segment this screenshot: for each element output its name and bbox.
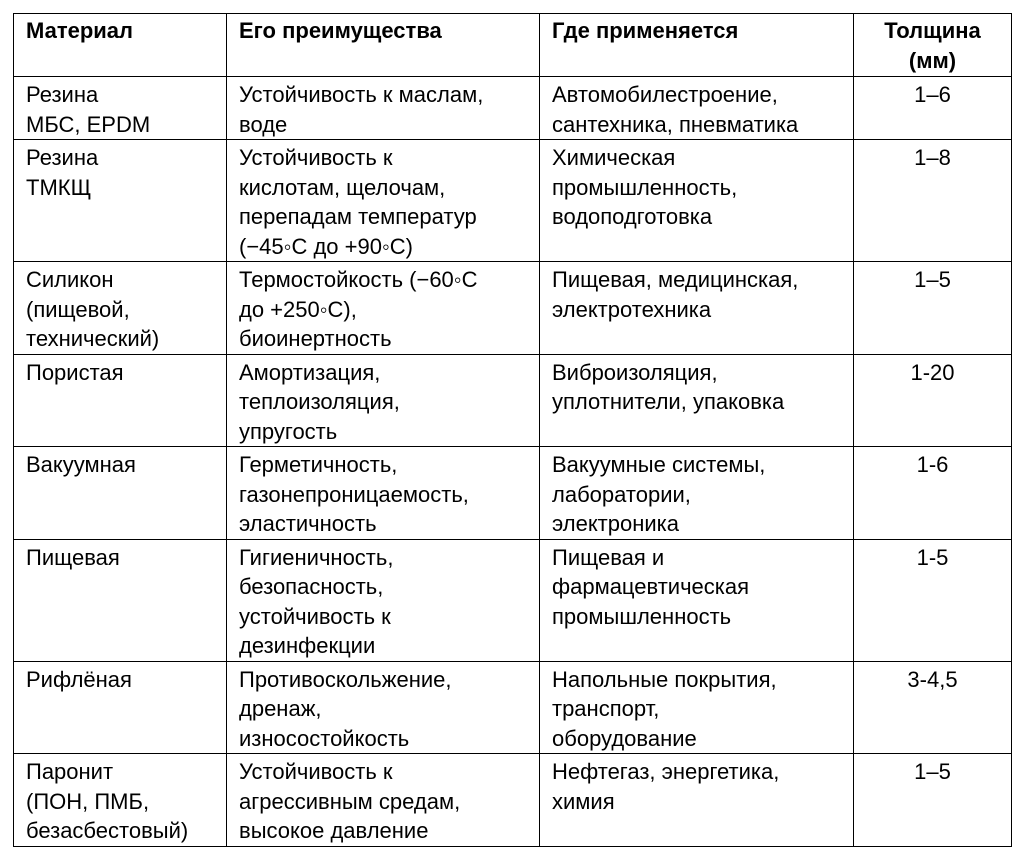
cell-thickness: 1-5 xyxy=(854,539,1012,661)
cell-advantages: Гигиеничность, безопасность, устойчивость к дезинфекции xyxy=(227,539,540,661)
cell-material: Пористая xyxy=(14,354,227,447)
cell-application: Пищевая и фармацевтическая промышленность xyxy=(540,539,854,661)
cell-advantages: Противоскольжение, дренаж, износостойкость xyxy=(227,661,540,754)
header-application: Где применяется xyxy=(540,14,854,77)
cell-material: Резина МБС, EPDM xyxy=(14,77,227,140)
cell-application: Вакуумные системы, лаборатории, электроника xyxy=(540,447,854,540)
cell-material: Пищевая xyxy=(14,539,227,661)
cell-advantages: Устойчивость к кислотам, щелочам, перепадам температур (−45◦С до +90◦С) xyxy=(227,140,540,262)
header-advantages: Его преимущества xyxy=(227,14,540,77)
cell-application: Напольные покрытия, транспорт, оборудование xyxy=(540,661,854,754)
cell-thickness: 1–6 xyxy=(854,77,1012,140)
cell-application: Автомобилестроение, сантехника, пневматика xyxy=(540,77,854,140)
cell-advantages: Термостойкость (−60◦С до +250◦С), биоинертность xyxy=(227,262,540,355)
cell-advantages: Устойчивость к маслам, воде xyxy=(227,77,540,140)
table-row xyxy=(14,661,1012,754)
cell-application: Нефтегаз, энергетика, химия xyxy=(540,754,854,847)
cell-application: Пищевая, медицинская, электротехника xyxy=(540,262,854,355)
cell-thickness: 1-6 xyxy=(854,447,1012,540)
cell-thickness: 3-4,5 xyxy=(854,661,1012,754)
table-row xyxy=(14,140,1012,262)
table-row xyxy=(14,754,1012,847)
table-row xyxy=(14,262,1012,355)
cell-advantages: Герметичность, газонепроницаемость, эластичность xyxy=(227,447,540,540)
cell-thickness: 1–8 xyxy=(854,140,1012,262)
cell-thickness: 1–5 xyxy=(854,262,1012,355)
cell-advantages: Устойчивость к агрессивным средам, высокое давление xyxy=(227,754,540,847)
cell-advantages: Амортизация, теплоизоляция, упругость xyxy=(227,354,540,447)
header-thickness: Толщина (мм) xyxy=(854,14,1012,77)
cell-material: Вакуумная xyxy=(14,447,227,540)
cell-material: Рифлёная xyxy=(14,661,227,754)
table-header-row xyxy=(14,14,1012,77)
table-row xyxy=(14,354,1012,447)
header-material: Материал xyxy=(14,14,227,77)
materials-table xyxy=(13,13,1012,847)
table-row xyxy=(14,539,1012,661)
cell-material: Паронит (ПОН, ПМБ, безасбестовый) xyxy=(14,754,227,847)
table-row xyxy=(14,447,1012,540)
table-row xyxy=(14,77,1012,140)
cell-thickness: 1-20 xyxy=(854,354,1012,447)
cell-thickness: 1–5 xyxy=(854,754,1012,847)
cell-material: Силикон (пищевой, технический) xyxy=(14,262,227,355)
cell-application: Химическая промышленность, водоподготовка xyxy=(540,140,854,262)
cell-material: Резина ТМКЩ xyxy=(14,140,227,262)
cell-application: Виброизоляция, уплотнители, упаковка xyxy=(540,354,854,447)
